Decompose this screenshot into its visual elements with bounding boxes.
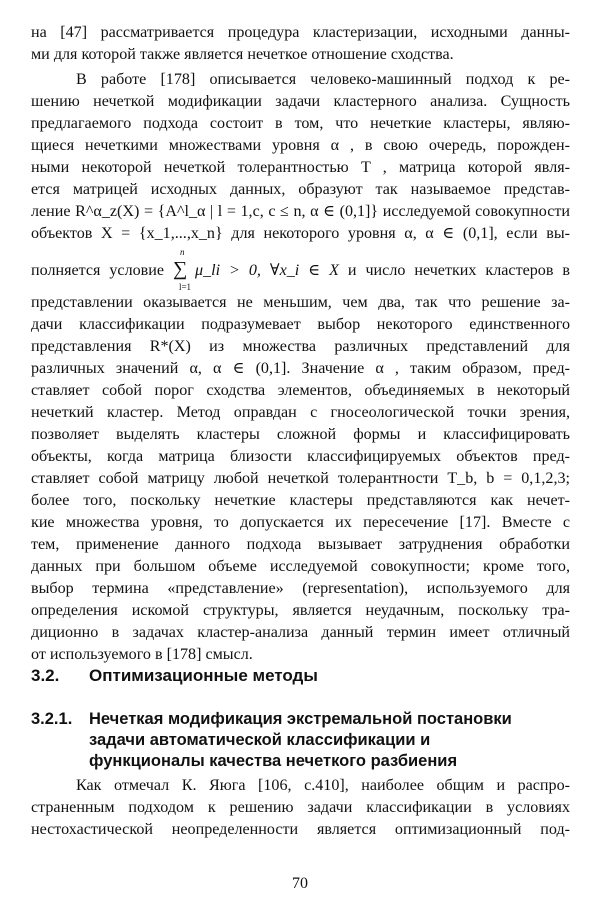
text-line: Как отмечал К. Яюга [106, с.410], наиболее общим и распро-	[76, 777, 570, 794]
text-line-with-formula: объектов X = {x_1,...,x_n} для некоторого уровня α, α ∈ (0,1], если вы-	[31, 225, 570, 242]
text-line: В работе [178] описывается человеко-машинный подход к ре-	[76, 71, 570, 88]
section-title: Оптимизационные методы	[89, 666, 318, 685]
text-line: ставляет собой порог сходства элементов, объединяемых в некоторый	[31, 382, 570, 399]
text-line: выбор термина «представление» (representation), используемого для	[31, 580, 570, 597]
text-line: нестохастической неопределенности является оптимизационный под-	[31, 821, 570, 838]
text-line: представлении оказывается не меньшим, чем два, так что решение за-	[31, 294, 570, 311]
subsection-title-line: функционалы качества нечеткого разбиения	[89, 752, 458, 770]
text-line: шению нечеткой модификации задачи кластерного анализа. Сущность	[31, 93, 570, 110]
text-line: диционно в задачах кластер-анализа данный термин имеет отличный	[31, 624, 570, 641]
text-line-with-formula: ление R^α_z(X) = {A^l_α | l = 1,c, c ≤ n, α ∈ (0,1]} исследуемой совокупности	[31, 203, 570, 220]
subsection-title-line: задачи автоматической классификации и	[89, 731, 431, 749]
text-line: объекты, когда матрица близости классифицируемых объектов пред-	[31, 448, 570, 465]
text-line: позволяет выделять кластеры сложной формы и классифицировать	[31, 426, 570, 443]
text-line-with-formula: различных значений α, α ∈ (0,1]. Значение α , таким образом, пред-	[31, 360, 570, 377]
text-line-with-formula: представления R*(X) из множества различных представлений для	[31, 338, 570, 355]
formula-line-prefix: полняется условие	[31, 262, 164, 279]
text-line: нечеткий кластер. Метод оправдан с гносеологической точки зрения,	[31, 404, 570, 421]
text-line: дачи классификации подразумевает выбор некоторого единственного	[31, 316, 570, 333]
condition-expression: μ_li > 0, ∀x_i ∈ X	[194, 262, 339, 279]
text-line: тем, применение данного подхода вызывает затруднения обработки	[31, 536, 570, 553]
sum-upper-limit: n	[179, 247, 185, 257]
text-line: страненным подходом к решению задачи классификации в условиях	[31, 799, 570, 816]
formula-line-suffix: и число нечетких кластеров в	[347, 262, 570, 279]
summation-symbol: n ∑ l=1	[172, 247, 192, 292]
subsection-number: 3.2.1.	[31, 710, 73, 728]
formula-line	[31, 247, 570, 292]
text-line: от используемого в [178] смысл.	[31, 646, 253, 663]
sum-lower-limit: l=1	[178, 282, 192, 292]
text-line: кие множества уровня, то допускается их пересечение [17]. Вместе с	[31, 514, 570, 531]
text-line: ется матрицей исходных данных, образуют так называемое представ-	[31, 181, 570, 198]
text-line-with-formula: ставляет собой матрицу любой нечеткой толерантности T_b, b = 0,1,2,3;	[31, 470, 570, 487]
text-line: определения искомой структуры, является неудачным, поскольку тра-	[31, 602, 570, 619]
text-line: данных при большом объеме исследуемой совокупности; кроме того,	[31, 558, 570, 575]
subsection-title	[89, 709, 589, 772]
section-heading	[31, 665, 318, 687]
page-number: 70	[292, 875, 308, 892]
text-line: на [47] рассматривается процедура кластеризации, исходными данны-	[31, 24, 570, 41]
text-line: предлагаемого подхода состоит в том, что нечеткие кластеры, являю-	[31, 115, 570, 132]
text-line: щиеся нечеткими множествами уровня α , в свою очередь, порожден-	[31, 137, 570, 154]
text-line: ми для которой также является нечеткое отношение сходства.	[31, 46, 454, 63]
text-line: ными некоторой нечеткой толерантностью T , матрица которой явля-	[31, 159, 570, 176]
section-number: 3.2.	[31, 666, 60, 685]
text-line: более того, поскольку нечеткие кластеры представляются как нечет-	[31, 492, 570, 509]
subsection-title-line: Нечеткая модификация экстремальной постановки	[89, 710, 512, 728]
